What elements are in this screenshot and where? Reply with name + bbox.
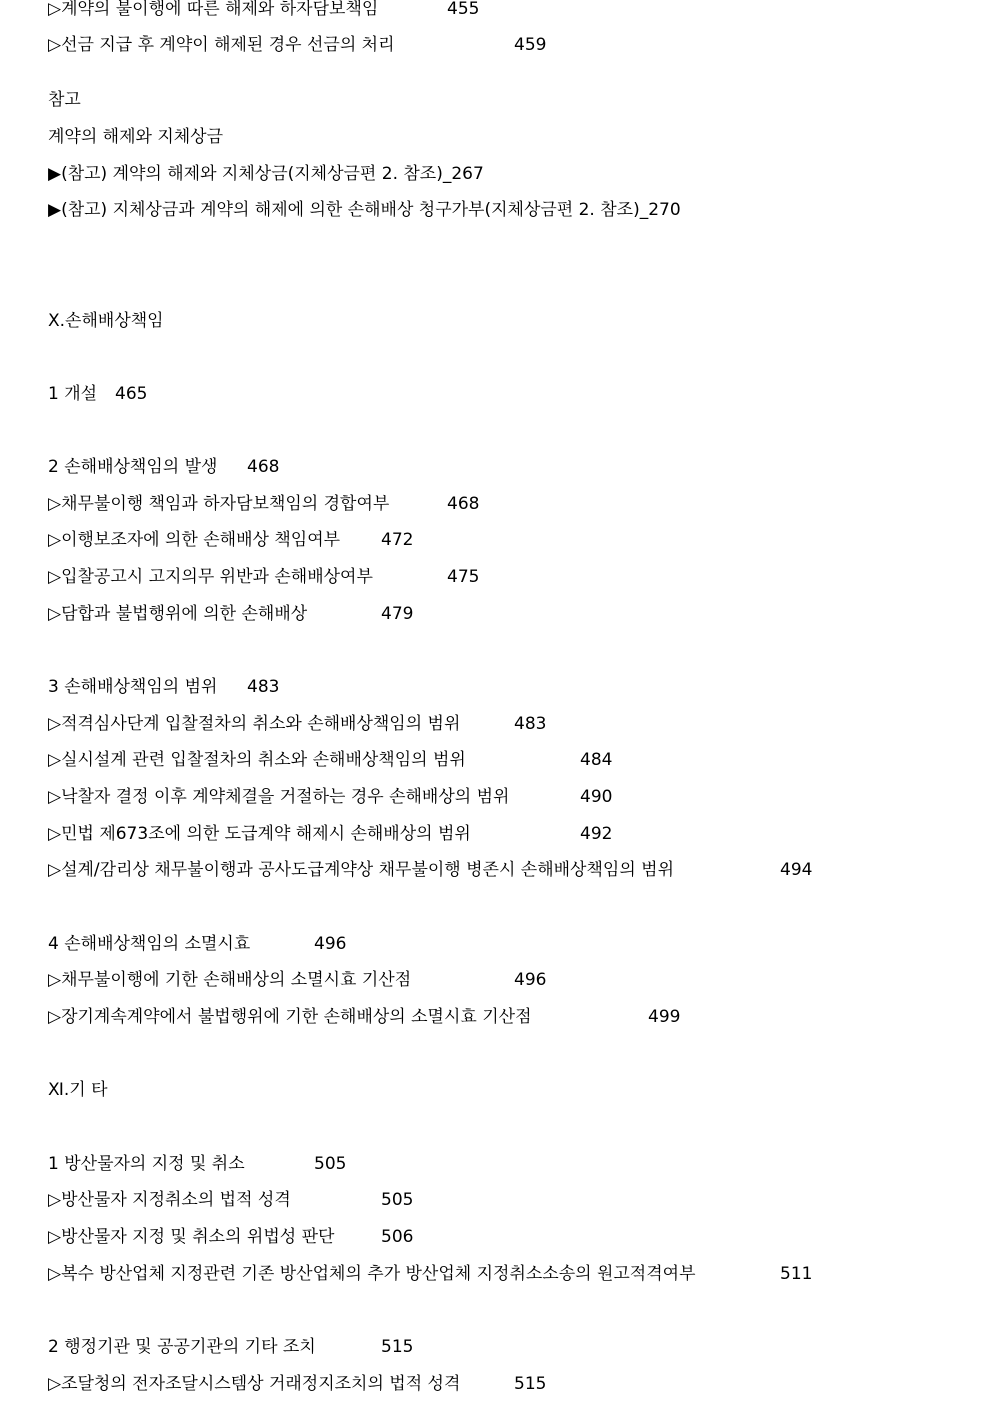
toc-page-number: 515 xyxy=(514,1374,547,1394)
toc-entry xyxy=(48,1373,547,1395)
toc-page-number: 511 xyxy=(780,1264,813,1284)
toc-page-number: 479 xyxy=(381,604,414,624)
toc-entry xyxy=(48,163,484,185)
toc-page-number: 515 xyxy=(381,1337,414,1357)
toc-page-number: 490 xyxy=(580,787,613,807)
toc-entry-text: 1 방산물자의 지정 및 취소 xyxy=(48,1154,245,1174)
toc-entry-text: ▷담합과 불법행위에 의한 손해배상 xyxy=(48,604,308,624)
toc-page-number: 499 xyxy=(648,1007,681,1027)
toc-entry xyxy=(48,1226,414,1248)
toc-entry-text: ▷계약의 불이행에 따른 해제와 하자담보책임 xyxy=(48,0,379,19)
toc-entry-text: ▷낙찰자 결정 이후 계약체결을 거절하는 경우 손해배상의 범위 xyxy=(48,787,510,807)
toc-entry-text: ▶(참고) 계약의 해제와 지체상금(지체상금편 2. 참조)_267 xyxy=(48,164,484,184)
toc-entry xyxy=(48,1079,108,1101)
toc-entry xyxy=(48,1189,414,1211)
toc-entry xyxy=(48,676,280,698)
toc-entry-text: 1 개설 xyxy=(48,384,98,404)
toc-entry-text: 4 손해배상책임의 소멸시효 xyxy=(48,934,251,954)
toc-entry xyxy=(48,89,81,111)
toc-entry xyxy=(48,1153,347,1175)
toc-page-number: 492 xyxy=(580,824,613,844)
toc-entry-text: ▷적격심사단계 입찰절차의 취소와 손해배상책임의 범위 xyxy=(48,714,461,734)
toc-entry-text: ▷방산물자 지정 및 취소의 위법성 판단 xyxy=(48,1227,335,1247)
toc-page-number: 468 xyxy=(247,457,280,477)
toc-entry xyxy=(48,34,547,56)
toc-entry-text: ▷실시설계 관련 입찰절차의 취소와 손해배상책임의 범위 xyxy=(48,750,466,770)
toc-entry-text: 2 행정기관 및 공공기관의 기타 조치 xyxy=(48,1337,316,1357)
toc-entry-text: 2 손해배상책임의 발생 xyxy=(48,457,218,477)
toc-page-number: 468 xyxy=(447,494,480,514)
toc-page-number: 484 xyxy=(580,750,613,770)
toc-entry xyxy=(48,859,813,881)
toc-page-number: 459 xyxy=(514,35,547,55)
toc-entry xyxy=(48,1006,681,1028)
toc-page-number: 496 xyxy=(314,934,347,954)
toc-entry xyxy=(48,0,480,20)
toc-entry-text: 계약의 해제와 지체상금 xyxy=(48,127,224,147)
toc-entry-text: ▷조달청의 전자조달시스템상 거래정지조치의 법적 성격 xyxy=(48,1374,461,1394)
toc-entry-text: ▷입찰공고시 고지의무 위반과 손해배상여부 xyxy=(48,567,373,587)
toc-entry-text: ▷채무불이행에 기한 손해배상의 소멸시효 기산점 xyxy=(48,970,412,990)
toc-page-number: 505 xyxy=(381,1190,414,1210)
toc-page-number: 472 xyxy=(381,530,414,550)
toc-entry xyxy=(48,786,613,808)
toc-entry-text: 3 손해배상책임의 범위 xyxy=(48,677,218,697)
toc-entry-text: ▷설계/감리상 채무불이행과 공사도급계약상 채무불이행 병존시 손해배상책임의 범위 xyxy=(48,860,674,880)
toc-entry xyxy=(48,749,613,771)
toc-entry-text: Ⅺ.기 타 xyxy=(48,1080,108,1100)
toc-page-number: 455 xyxy=(447,0,480,19)
toc-entry xyxy=(48,933,347,955)
toc-entry-text: ▷복수 방산업체 지정관련 기존 방산업체의 추가 방산업체 지정취소소송의 원고적격여부 xyxy=(48,1264,696,1284)
toc-entry-text: ▷선금 지급 후 계약이 해제된 경우 선금의 처리 xyxy=(48,35,395,55)
toc-entry xyxy=(48,1336,414,1358)
toc-entry-text: ▷채무불이행 책임과 하자담보책임의 경합여부 xyxy=(48,494,390,514)
toc-entry xyxy=(48,603,414,625)
toc-page-number: 483 xyxy=(514,714,547,734)
toc-entry xyxy=(48,713,547,735)
toc-entry xyxy=(48,566,480,588)
toc-entry xyxy=(48,199,681,221)
toc-page-number: 506 xyxy=(381,1227,414,1247)
toc-page-number: 496 xyxy=(514,970,547,990)
toc-entry xyxy=(48,529,414,551)
toc-entry xyxy=(48,456,280,478)
toc-entry-text: ▷장기계속계약에서 불법행위에 기한 손해배상의 소멸시효 기산점 xyxy=(48,1007,532,1027)
toc-page-number: 465 xyxy=(115,384,148,404)
toc-entry xyxy=(48,126,223,148)
toc-entry-text: ▷이행보조자에 의한 손해배상 책임여부 xyxy=(48,530,341,550)
toc-page-number: 475 xyxy=(447,567,480,587)
toc-entry xyxy=(48,823,613,845)
toc-entry xyxy=(48,1263,813,1285)
toc-entry-text: ▷방산물자 지정취소의 법적 성격 xyxy=(48,1190,291,1210)
toc-entry-text: Ⅹ.손해배상책임 xyxy=(48,311,164,331)
toc-entry xyxy=(48,969,547,991)
toc-entry-text: 참고 xyxy=(48,90,81,110)
toc-entry xyxy=(48,383,148,405)
toc-page-number: 483 xyxy=(247,677,280,697)
toc-page-number: 505 xyxy=(314,1154,347,1174)
toc-entry-text: ▶(참고) 지체상금과 계약의 해제에 의한 손해배상 청구가부(지체상금편 2. 참조)_270 xyxy=(48,200,681,220)
toc-entry-text: ▷민법 제673조에 의한 도급계약 해제시 손해배상의 범위 xyxy=(48,824,471,844)
toc-entry xyxy=(48,493,480,515)
toc-page-number: 494 xyxy=(780,860,813,880)
toc-entry xyxy=(48,310,164,332)
